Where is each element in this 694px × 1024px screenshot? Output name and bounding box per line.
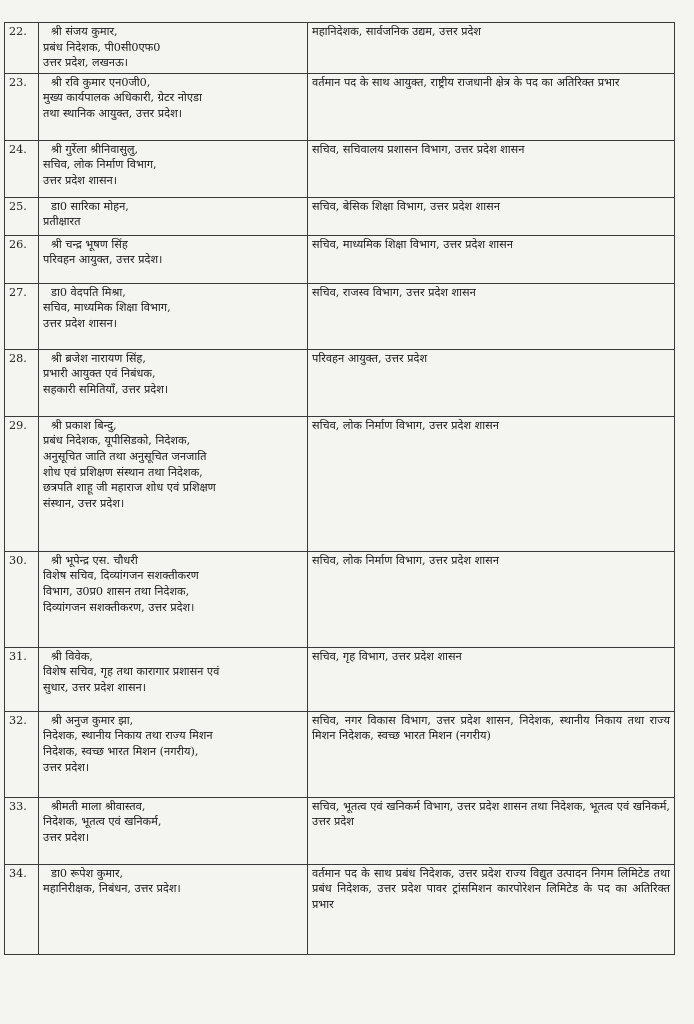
officer-post-line: विभाग, उ0प्र0 शासन तथा निदेशक, [43,584,190,598]
table-row [5,416,675,551]
officer-post-line: सहकारी समितियाँ, उत्तर प्रदेश। [43,382,169,396]
new-posting-cell: वर्तमान पद के साथ आयुक्त, राष्ट्रीय राजधानी क्षेत्र के पद का अतिरिक्त प्रभार [308,73,675,140]
officer-post-line: संस्थान, उत्तर प्रदेश। [43,496,125,510]
officer-name: श्री गुर्रेला श्रीनिवासुलु, [51,142,139,156]
officer-post-line: निदेशक, स्थानीय निकाय तथा राज्य मिशन [43,729,213,743]
new-posting-cell: सचिव, नगर विकास विभाग, उत्तर प्रदेश शासन, निदेशक, स्थानीय निकाय तथा राज्य मिशन निदेशक, स्वच्छ भारत मिशन (नगरीय) [308,711,675,797]
serial-number-cell: 27. [5,283,39,349]
table-row [5,140,675,197]
officer-current-post-cell [39,416,308,551]
new-posting-cell: महानिदेशक, सार्वजनिक उद्यम, उत्तर प्रदेश [308,23,675,74]
transfer-table-body [5,23,675,955]
officer-post-line: अनुसूचित जाति तथा अनुसूचित जनजाति [43,449,207,463]
officer-name: डा0 सारिका मोहन, [51,199,129,213]
new-posting-cell: सचिव, गृह विभाग, उत्तर प्रदेश शासन [308,647,675,711]
officer-name: श्री चन्द्र भूषण सिंह [51,237,128,251]
officer-post-line: मुख्य कार्यपालक अधिकारी, ग्रेटर नोएडा [43,91,202,105]
new-posting-cell: सचिव, राजस्व विभाग, उत्तर प्रदेश शासन [308,283,675,349]
officer-post-line: उत्तर प्रदेश, लखनऊ। [43,56,128,70]
officer-post-line: प्रतीक्षारत [43,215,81,229]
officer-current-post-cell [39,23,308,74]
officer-current-post-cell [39,711,308,797]
officer-name: श्री प्रकाश बिन्दु, [51,418,117,432]
officer-post-line: उत्तर प्रदेश। [43,760,90,774]
table-row [5,23,675,74]
officer-current-post-cell [39,349,308,416]
officer-current-post-cell [39,647,308,711]
table-row [5,647,675,711]
serial-number-cell: 31. [5,647,39,711]
officer-current-post-cell [39,864,308,954]
officer-current-post-cell [39,73,308,140]
officer-post-line: महानिरीक्षक, निबंधन, उत्तर प्रदेश। [43,882,181,896]
serial-number-cell: 28. [5,349,39,416]
new-posting-cell: सचिव, लोक निर्माण विभाग, उत्तर प्रदेश शासन [308,551,675,647]
officer-post-line: सचिव, माध्यमिक शिक्षा विभाग, [43,301,171,315]
serial-number-cell: 22. [5,23,39,74]
officer-name: डा0 रूपेश कुमार, [51,866,124,880]
officer-current-post-cell [39,140,308,197]
officer-name: श्रीमती माला श्रीवास्तव, [51,799,146,813]
table-row [5,283,675,349]
new-posting-cell: वर्तमान पद के साथ प्रबंध निदेशक, उत्तर प्रदेश राज्य विद्युत उत्पादन निगम लिमिटेड तथा प्रबंध निदेशक, उत्तर प्रदेश पावर ट्रांसमिशन कारपोरेशन लिमिटेड के पद का अतिरिक्त प्रभार [308,864,675,954]
serial-number-cell: 29. [5,416,39,551]
officer-post-line: प्रबंध निदेशक, पी0सी0एफ0 [43,40,161,54]
new-posting-cell: सचिव, सचिवालय प्रशासन विभाग, उत्तर प्रदेश शासन [308,140,675,197]
officer-post-line: दिव्यांगजन सशक्तीकरण, उत्तर प्रदेश। [43,600,195,614]
officer-post-line: प्रभारी आयुक्त एवं निबंधक, [43,367,156,381]
officer-name: श्री भूपेन्द्र एस. चौधरी [51,553,138,567]
officer-current-post-cell [39,797,308,864]
officer-name: श्री ब्रजेश नारायण सिंह, [51,351,146,365]
officer-name: डा0 वेदपति मिश्रा, [51,285,126,299]
table-row [5,73,675,140]
table-row [5,551,675,647]
officer-post-line: शोध एवं प्रशिक्षण संस्थान तथा निदेशक, [43,465,203,479]
officer-name: श्री विवेक, [51,649,93,663]
new-posting-cell: सचिव, माध्यमिक शिक्षा विभाग, उत्तर प्रदेश शासन [308,235,675,283]
serial-number-cell: 23. [5,73,39,140]
serial-number-cell: 30. [5,551,39,647]
officer-post-line: सचिव, लोक निर्माण विभाग, [43,158,157,172]
officer-post-line: निदेशक, भूतत्व एवं खनिकर्म, [43,815,162,829]
officer-post-line: विशेष सचिव, गृह तथा कारागार प्रशासन एवं [43,665,220,679]
officer-post-line: उत्तर प्रदेश। [43,830,90,844]
officer-current-post-cell [39,197,308,235]
serial-number-cell: 34. [5,864,39,954]
new-posting-cell: सचिव, भूतत्व एवं खनिकर्म विभाग, उत्तर प्रदेश शासन तथा निदेशक, भूतत्व एवं खनिकर्म, उत्तर प्रदेश [308,797,675,864]
serial-number-cell: 32. [5,711,39,797]
officer-post-line: उत्तर प्रदेश शासन। [43,173,117,187]
officer-name: श्री अनुज कुमार झा, [51,713,134,727]
officer-post-line: निदेशक, स्वच्छ भारत मिशन (नगरीय), [43,744,199,758]
officer-post-line: छत्रपति शाहू जी महाराज शोध एवं प्रशिक्षण [43,481,216,495]
table-row [5,197,675,235]
table-row [5,235,675,283]
table-row [5,349,675,416]
serial-number-cell: 24. [5,140,39,197]
officer-current-post-cell [39,235,308,283]
officer-name: श्री संजय कुमार, [51,25,118,38]
officer-post-line: तथा स्थानिक आयुक्त, उत्तर प्रदेश। [43,106,182,120]
serial-number-cell: 33. [5,797,39,864]
officer-post-line: विशेष सचिव, दिव्यांगजन सशक्तीकरण [43,569,199,583]
serial-number-cell: 25. [5,197,39,235]
table-row [5,711,675,797]
officer-current-post-cell [39,283,308,349]
new-posting-cell: सचिव, बेसिक शिक्षा विभाग, उत्तर प्रदेश शासन [308,197,675,235]
officer-name: श्री रवि कुमार एन0जी0, [51,75,151,89]
officer-post-line: परिवहन आयुक्त, उत्तर प्रदेश। [43,253,163,267]
table-row [5,797,675,864]
new-posting-cell: सचिव, लोक निर्माण विभाग, उत्तर प्रदेश शासन [308,416,675,551]
serial-number-cell: 26. [5,235,39,283]
transfer-table [4,22,675,955]
table-row [5,864,675,954]
officer-post-line: सुधार, उत्तर प्रदेश शासन। [43,680,147,694]
new-posting-cell: परिवहन आयुक्त, उत्तर प्रदेश [308,349,675,416]
officer-current-post-cell [39,551,308,647]
officer-post-line: प्रबंध निदेशक, यूपीसिडको, निदेशक, [43,434,191,448]
officer-post-line: उत्तर प्रदेश शासन। [43,316,117,330]
